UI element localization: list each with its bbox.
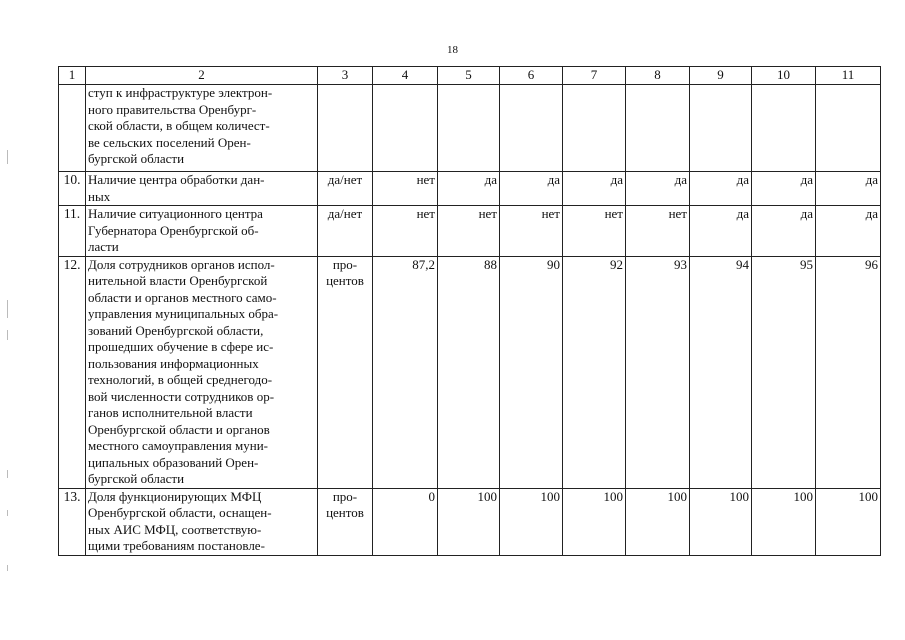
value-col-6: 100 [500, 488, 563, 555]
indicator-name [86, 488, 318, 555]
value-col-7: нет [563, 206, 626, 257]
column-header-6: 6 [500, 67, 563, 85]
indicator-name-line: вой численности сотрудников ор- [88, 388, 275, 404]
table-row [59, 256, 881, 488]
page-number: 18 [447, 44, 458, 56]
indicator-name-line: ве сельских поселений Орен- [88, 134, 251, 150]
indicator-name-line: ганов исполнительной власти [88, 405, 253, 420]
value-col-5: да [438, 172, 500, 206]
indicator-name-line: зований Оренбургской области, [88, 322, 264, 338]
row-number: 12. [59, 256, 86, 488]
indicator-name-line: Доля функционирующих МФЦ [88, 488, 262, 504]
indicator-name-line: ных АИС МФЦ, соответствую- [88, 521, 262, 537]
value-col-11: да [816, 206, 881, 257]
table-row [59, 206, 881, 257]
indicator-name-line: местного самоуправления муни- [88, 438, 268, 453]
value-col-5: 88 [438, 256, 500, 488]
value-col-11: 100 [816, 488, 881, 555]
indicator-name-line: Наличие центра обработки дан- [88, 172, 265, 187]
indicator-name-line: бургской области [88, 471, 185, 486]
indicator-name-line: бургской области [88, 151, 185, 166]
indicator-name-line: Доля сотрудников органов испол- [88, 256, 275, 272]
unit-of-measure [318, 256, 373, 488]
indicators-table [58, 66, 881, 556]
column-header-4: 4 [373, 67, 438, 85]
unit-line: да/нет [327, 206, 363, 221]
unit-line: центов [326, 273, 364, 288]
column-header-9: 9 [690, 67, 752, 85]
unit-line: центов [326, 505, 364, 520]
value-col-5: нет [438, 206, 500, 257]
unit-of-measure [318, 206, 373, 257]
column-header-2: 2 [86, 67, 318, 85]
value-col-4: нет [373, 172, 438, 206]
indicator-name-line: ных [88, 188, 111, 204]
indicator-name-line: ного правительства Оренбург- [88, 101, 257, 117]
indicator-name-line: Наличие ситуационного центра [88, 206, 263, 221]
value-col-6 [500, 85, 563, 172]
value-col-9: да [690, 206, 752, 257]
column-header-1: 1 [59, 67, 86, 85]
value-col-9: да [690, 172, 752, 206]
value-col-5: 100 [438, 488, 500, 555]
value-col-9: 94 [690, 256, 752, 488]
value-col-11: 96 [816, 256, 881, 488]
indicator-name-line: ской области, в общем количест- [88, 118, 270, 133]
unit-of-measure [318, 85, 373, 172]
value-col-4: нет [373, 206, 438, 257]
value-col-6: 90 [500, 256, 563, 488]
value-col-7: 100 [563, 488, 626, 555]
value-col-10: 95 [752, 256, 816, 488]
indicator-name [86, 172, 318, 206]
value-col-11 [816, 85, 881, 172]
column-header-7: 7 [563, 67, 626, 85]
value-col-7 [563, 85, 626, 172]
row-number: 13. [59, 488, 86, 555]
value-col-4: 87,2 [373, 256, 438, 488]
unit-of-measure [318, 172, 373, 206]
value-col-8: да [626, 172, 690, 206]
value-col-8: 100 [626, 488, 690, 555]
column-header-11: 11 [816, 67, 881, 85]
indicator-name-line: ласти [88, 239, 119, 254]
indicator-name-line: прошедших обучение в сфере ис- [88, 339, 274, 354]
value-col-8: 93 [626, 256, 690, 488]
column-header-8: 8 [626, 67, 690, 85]
column-header-3: 3 [318, 67, 373, 85]
value-col-7: 92 [563, 256, 626, 488]
indicator-name-line: нительной власти Оренбургской [88, 273, 268, 288]
row-number: 11. [59, 206, 86, 257]
header-row [59, 67, 881, 85]
value-col-10 [752, 85, 816, 172]
indicator-name-line: Оренбургской области, оснащен- [88, 505, 272, 520]
indicator-name [86, 206, 318, 257]
indicator-name-line: Губернатора Оренбургской об- [88, 222, 259, 238]
value-col-4: 0 [373, 488, 438, 555]
indicator-name [86, 256, 318, 488]
value-col-5 [438, 85, 500, 172]
value-col-11: да [816, 172, 881, 206]
value-col-10: 100 [752, 488, 816, 555]
row-number [59, 85, 86, 172]
indicator-name-line: ступ к инфраструктуре электрон- [88, 85, 273, 100]
indicator-name-line: области и органов местного само- [88, 289, 277, 305]
value-col-10: да [752, 206, 816, 257]
value-col-9 [690, 85, 752, 172]
unit-line: да/нет [327, 172, 363, 187]
indicator-name [86, 85, 318, 172]
value-col-8 [626, 85, 690, 172]
table-row [59, 172, 881, 206]
value-col-6: да [500, 172, 563, 206]
unit-line: про- [332, 488, 358, 504]
value-col-4 [373, 85, 438, 172]
table-row-continuation [59, 85, 881, 172]
value-col-8: нет [626, 206, 690, 257]
row-number: 10. [59, 172, 86, 206]
indicator-name-line: управления муниципальных обра- [88, 306, 279, 321]
column-header-10: 10 [752, 67, 816, 85]
column-header-5: 5 [438, 67, 500, 85]
value-col-7: да [563, 172, 626, 206]
table-body [59, 85, 881, 556]
value-col-6: нет [500, 206, 563, 257]
indicator-name-line: пользования информационных [88, 355, 259, 371]
unit-of-measure [318, 488, 373, 555]
unit-line: про- [332, 256, 358, 272]
indicator-name-line: щими требованиям постановле- [88, 538, 265, 553]
value-col-10: да [752, 172, 816, 206]
table-row [59, 488, 881, 555]
value-col-9: 100 [690, 488, 752, 555]
indicator-name-line: технологий, в общей среднегодо- [88, 372, 273, 387]
indicator-name-line: Оренбургской области и органов [88, 421, 270, 437]
indicator-name-line: ципальных образований Орен- [88, 454, 259, 470]
